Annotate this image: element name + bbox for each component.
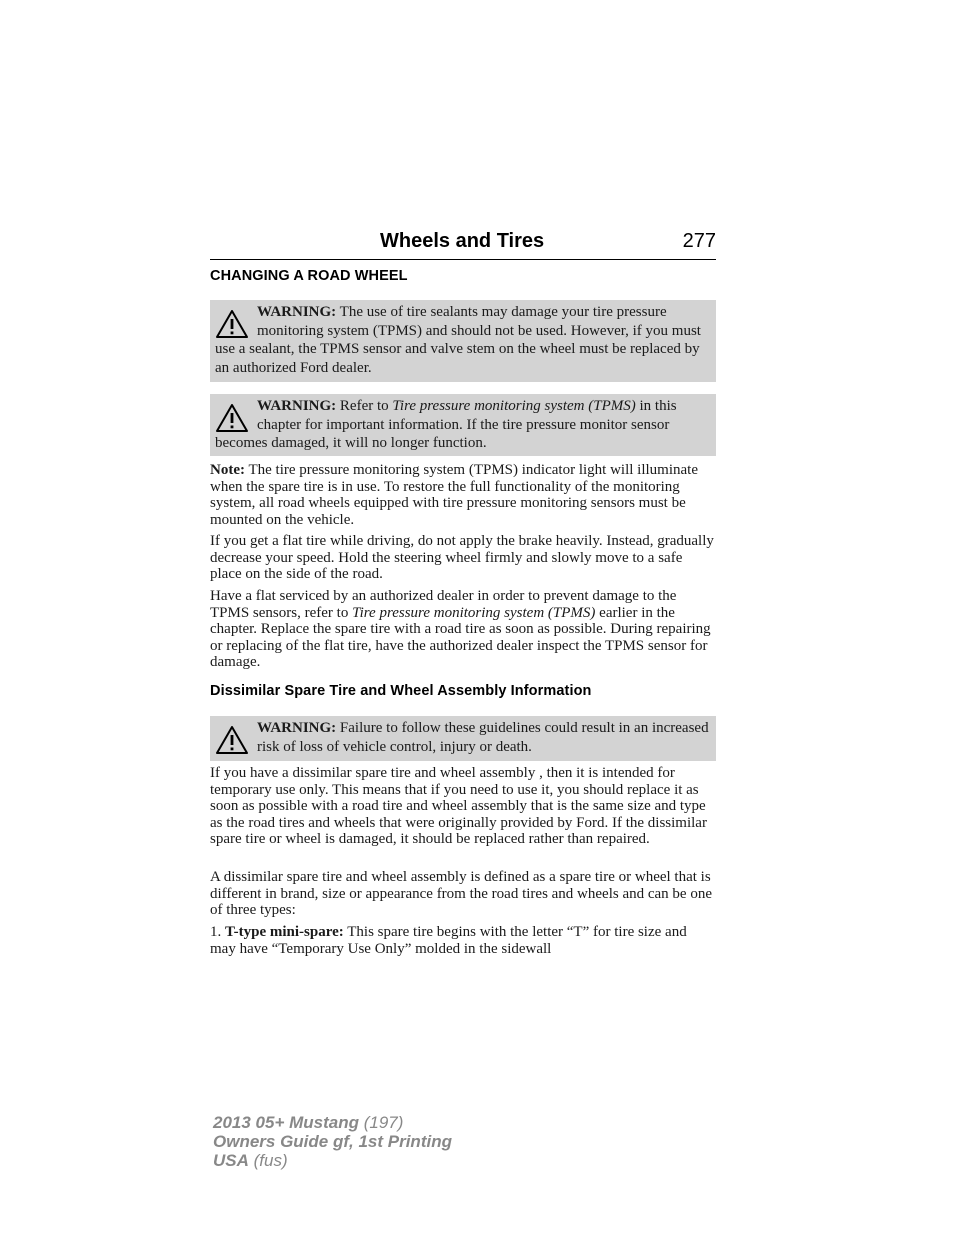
warning-label: WARNING:: [257, 398, 337, 414]
warning-label: WARNING:: [257, 304, 337, 320]
list-item-text: This spare tire begins with the letter “T” for tire size and may have “Temporary Use Only” molded in the sidewall: [210, 924, 687, 957]
warning-text: Refer to: [336, 398, 393, 414]
section-heading-changing: CHANGING A ROAD WHEEL: [210, 268, 408, 284]
footer-guide: Owners Guide gf, 1st Printing: [213, 1132, 452, 1151]
warning-reference: Tire pressure monitoring system (TPMS): [392, 398, 636, 414]
footer-region: USA: [213, 1151, 249, 1170]
footer-region-code: (fus): [248, 1151, 288, 1170]
warning-box-tpms: [210, 394, 716, 456]
page-header: [210, 230, 716, 260]
page-title: Wheels and Tires: [380, 230, 545, 252]
print-footer: [213, 1113, 452, 1170]
note-text: The tire pressure monitoring system (TPMS) indicator light will illuminate when the spare tire is in use. To restore the full functionality of the monitoring system, all road wheels equipped with tire pressure monitoring sensors must be mounted on the vehicle.: [210, 462, 698, 528]
page-number: 277: [682, 230, 716, 252]
note-paragraph: [210, 462, 716, 528]
paragraph-text: earlier in the chapter. Replace the spare tire with a road tire as soon as possible. During repairing or replacing of the flat tire, have the authorized dealer inspect the TPMS sensor for damage.: [210, 604, 711, 670]
warning-text: in this chapter for important information. If the tire pressure monitor sensor becomes damaged, it will no longer function.: [215, 398, 677, 451]
paragraph-text: Have a flat serviced by an authorized dealer in order to prevent damage to the TPMS sensors, refer to: [210, 588, 677, 621]
tpms-reference: Tire pressure monitoring system (TPMS): [352, 604, 596, 621]
warning-text: Failure to follow these guidelines could result in an increased risk of loss of vehicle control, injury or death.: [257, 720, 709, 755]
warning-triangle-icon: [215, 309, 249, 339]
dissimilar-paragraph-2: A dissimilar spare tire and wheel assembly is defined as a spare tire or wheel that is different in brand, size or appearance from the road tires and wheels and can be one of three types:: [210, 869, 713, 918]
footer-model: 2013 05+ Mustang: [213, 1113, 359, 1132]
flat-tire-paragraph: If you get a flat tire while driving, do not apply the brake heavily. Instead, gradually decrease your speed. Hold the steering wheel firmly and slowly move to a safe place on the side of the road.: [210, 533, 714, 582]
warning-text: The use of tire sealants may damage your tire pressure monitoring system (TPMS) and should not be used. However, if you must use a sealant, the TPMS sensor and valve stem on the wheel must be replaced by an authorized Ford dealer.: [215, 304, 701, 376]
section-heading-dissimilar: Dissimilar Spare Tire and Wheel Assembly Information: [210, 683, 592, 699]
list-item-label: T-type mini-spare:: [225, 924, 344, 940]
warning-box-sealants: [210, 300, 716, 382]
note-label: Note:: [210, 462, 245, 478]
flat-serviced-paragraph: [210, 588, 716, 671]
warning-triangle-icon: [215, 403, 249, 433]
dissimilar-paragraph-1: If you have a dissimilar spare tire and wheel assembly , then it is intended for temporary use only. This means that if you need to use it, you should replace it as soon as possible with a road tire and wheel assembly that is the same size and type as the road tires and wheels that were originally provided by Ford. If the dissimilar spare tire or wheel is damaged, it should be replaced rather than repaired.: [210, 765, 707, 847]
list-item-t-type: [210, 924, 716, 957]
footer-model-code: (197): [359, 1113, 404, 1132]
warning-triangle-icon: [215, 725, 249, 755]
list-number: 1.: [210, 924, 225, 940]
warning-label: WARNING:: [257, 720, 337, 736]
warning-box-guidelines: [210, 716, 716, 761]
